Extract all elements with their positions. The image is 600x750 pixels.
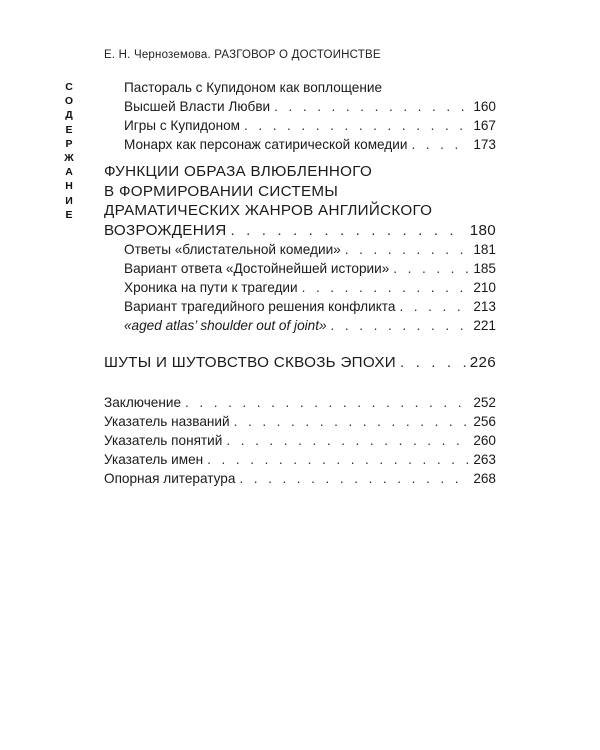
leader-dots xyxy=(345,240,470,259)
side-tab-letter: О xyxy=(64,95,74,108)
toc-entry xyxy=(104,469,496,488)
toc-page-number: 252 xyxy=(473,394,496,410)
toc-entry xyxy=(104,97,496,116)
toc-entry-title: «aged atlas’ shoulder out of joint» xyxy=(124,318,327,334)
toc-entry-line xyxy=(104,78,496,97)
side-tab-letter: Р xyxy=(65,137,73,150)
toc-page-number: 268 xyxy=(473,470,496,486)
toc-page-number: 185 xyxy=(473,261,496,277)
side-tab-letter: Д xyxy=(65,109,73,122)
toc-entry xyxy=(104,393,496,412)
leader-dots xyxy=(411,135,469,154)
side-tab-letter: И xyxy=(65,194,73,207)
toc-entry xyxy=(104,278,496,297)
toc-entry-title: Пастораль с Купидоном как воплощение xyxy=(124,80,383,95)
toc-entry xyxy=(104,450,496,469)
side-tab-letter: А xyxy=(65,166,73,179)
side-tab-contents xyxy=(62,80,76,222)
toc-entry xyxy=(104,316,496,335)
toc-entry-title: Заключение xyxy=(104,394,182,410)
toc-entry-title: Указатель понятий xyxy=(104,432,223,448)
section-heading-text: ДРАМАТИЧЕСКИХ ЖАНРОВ АНГЛИЙСКОГО xyxy=(104,202,433,220)
toc-entry xyxy=(104,431,496,450)
leader-dots xyxy=(230,221,465,241)
section-heading-line xyxy=(104,162,496,182)
side-tab-letter: Е xyxy=(65,123,73,136)
toc-entry xyxy=(104,412,496,431)
toc-entry-title: Опорная литература xyxy=(104,470,236,486)
toc-page-number: 210 xyxy=(473,280,496,296)
section-heading-text: ВОЗРОЖДЕНИЯ xyxy=(104,221,227,239)
toc-entry-title: Хроника на пути к трагедии xyxy=(124,280,298,296)
leader-dots xyxy=(244,116,469,135)
section-heading-line xyxy=(104,182,496,202)
toc-entry-title: Вариант ответа «Достойнейшей истории» xyxy=(124,261,390,277)
toc-entry xyxy=(104,135,496,154)
table-of-contents xyxy=(104,78,496,488)
section-heading xyxy=(104,221,496,241)
toc-entry-title: Высшей Власти Любви xyxy=(124,99,271,114)
leader-dots xyxy=(207,450,469,469)
toc-entry xyxy=(104,297,496,316)
side-tab-letter: Ж xyxy=(64,152,74,165)
toc-page-number: 180 xyxy=(469,221,496,239)
side-tab-letter: С xyxy=(65,81,73,93)
section-heading-line xyxy=(104,201,496,221)
toc-entry-title: Ответы «блистательной комедии» xyxy=(124,242,341,258)
toc-page-number: 256 xyxy=(473,413,496,429)
toc-entry-title: Монарх как персонаж сатирической комедии xyxy=(124,137,408,152)
toc-entry xyxy=(104,259,496,278)
toc-page-number: 173 xyxy=(473,137,496,152)
leader-dots xyxy=(226,431,469,450)
section-heading-text: ШУТЫ И ШУТОВСТВО СКВОЗЬ ЭПОХИ xyxy=(104,354,396,372)
toc-entry-title: Указатель имен xyxy=(104,451,204,467)
toc-page-number: 167 xyxy=(473,118,496,133)
toc-page-number: 260 xyxy=(473,432,496,448)
side-tab-letter: Е xyxy=(65,208,73,221)
toc-page-number: 160 xyxy=(473,99,496,114)
leader-dots xyxy=(302,278,470,297)
toc-page-number: 213 xyxy=(473,299,496,315)
leader-dots xyxy=(239,469,469,488)
section-heading xyxy=(104,353,496,373)
toc-entry-title: Игры с Купидоном xyxy=(124,118,240,133)
toc-entry-title: Указатель названий xyxy=(104,413,230,429)
toc-entry xyxy=(104,240,496,259)
leader-dots xyxy=(399,297,469,316)
section-heading-text: В ФОРМИРОВАНИИ СИСТЕМЫ xyxy=(104,182,339,200)
section-heading-text: ФУНКЦИИ ОБРАЗА ВЛЮБЛЕННОГО xyxy=(104,163,373,180)
toc-entry xyxy=(104,116,496,135)
toc-page-number: 221 xyxy=(473,318,496,334)
toc-entry-title: Вариант трагедийного решения конфликта xyxy=(124,299,396,315)
leader-dots xyxy=(234,412,470,431)
leader-dots xyxy=(400,353,466,373)
leader-dots xyxy=(274,97,469,116)
toc-page-number: 263 xyxy=(473,451,496,467)
leader-dots xyxy=(393,259,469,278)
toc-page-number: 226 xyxy=(469,354,496,372)
toc-page-number: 181 xyxy=(473,242,496,258)
running-head: Е. Н. Черноземова. РАЗГОВОР О ДОСТОИНСТВЕ xyxy=(104,49,381,61)
side-tab-letter: Н xyxy=(65,180,73,193)
leader-dots xyxy=(185,393,469,412)
leader-dots xyxy=(331,316,470,335)
